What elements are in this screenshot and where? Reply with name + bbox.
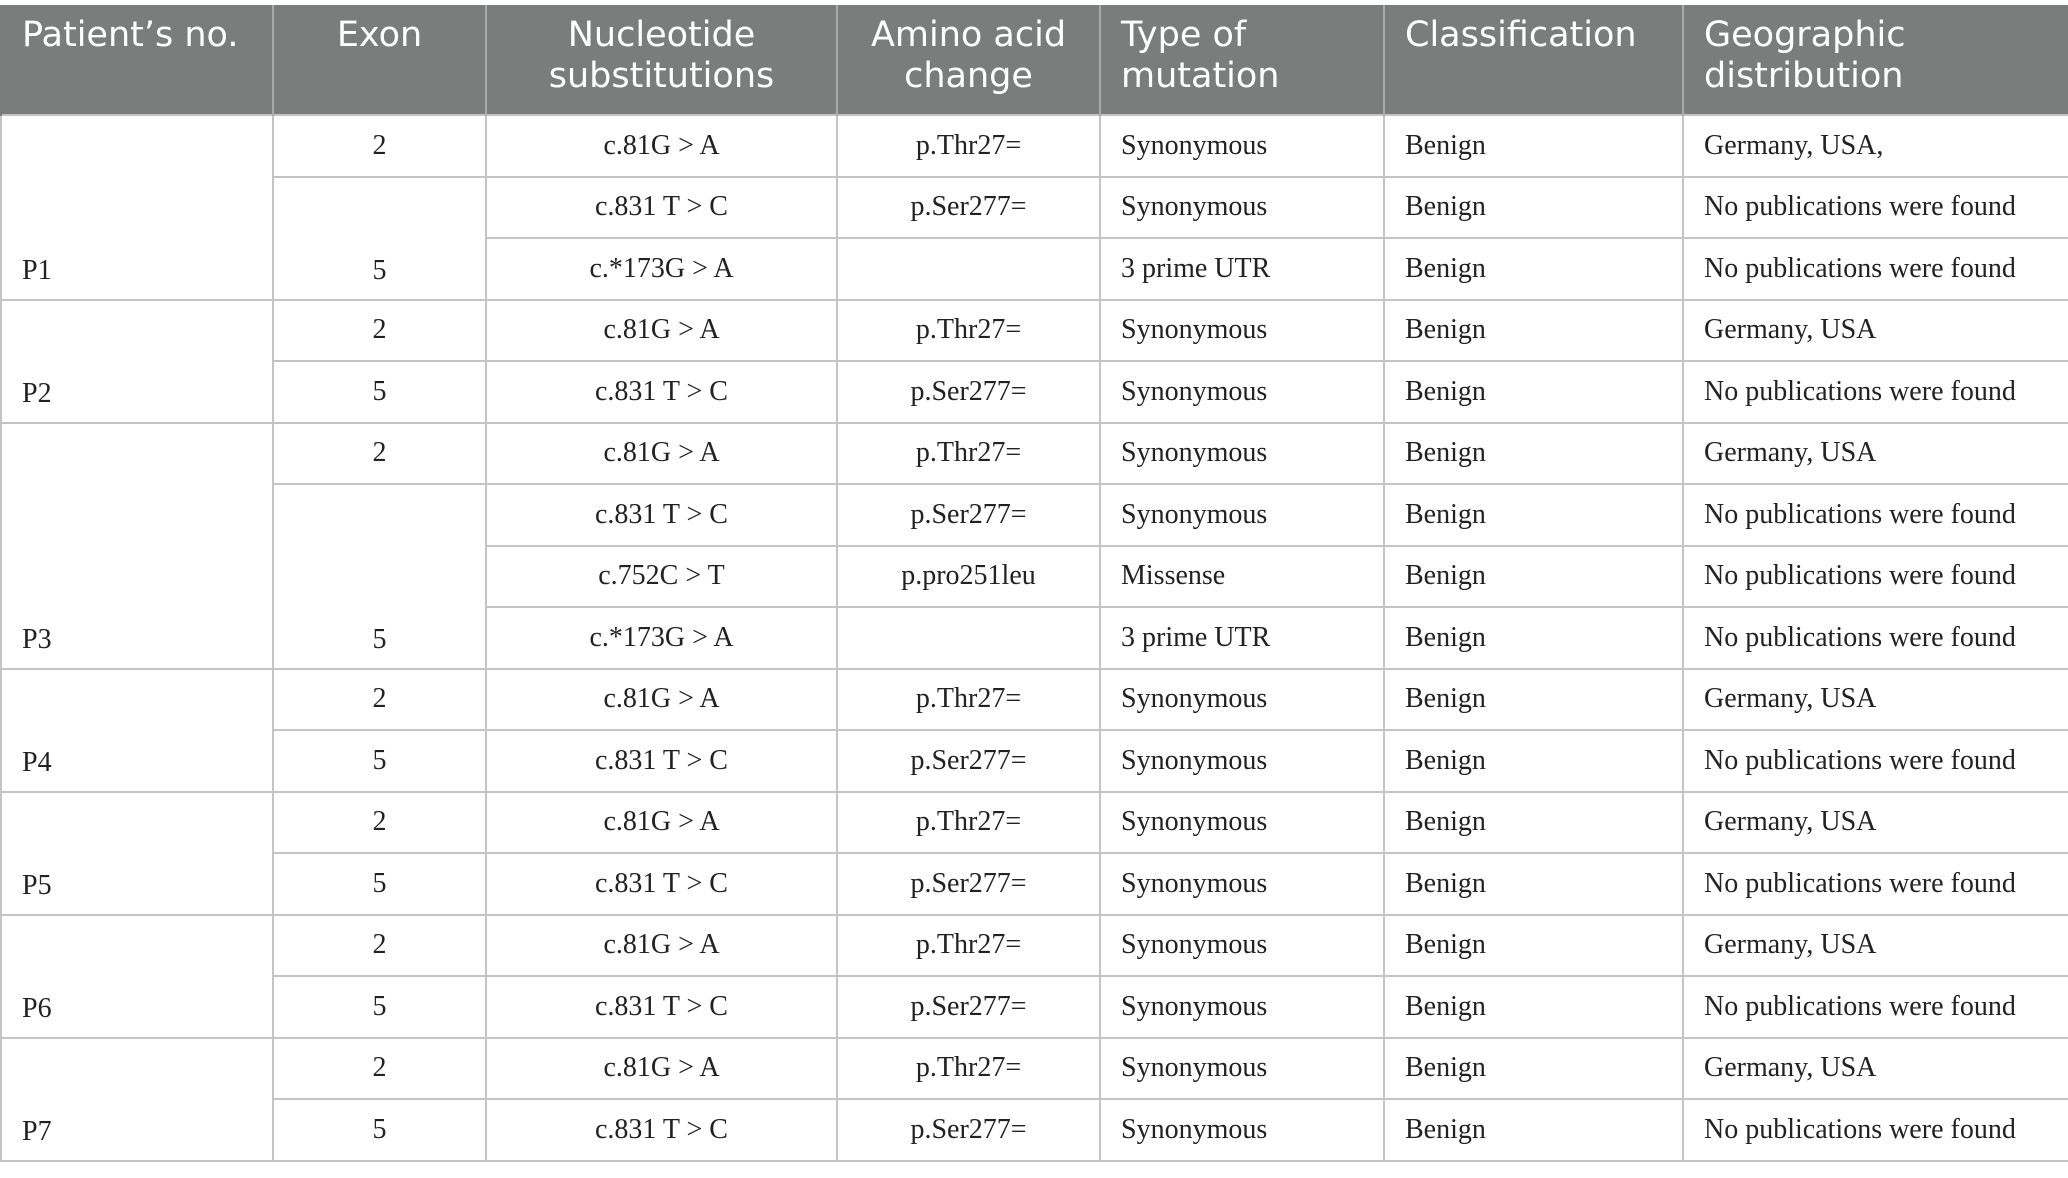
nucleotide-cell: c.*173G > A	[486, 607, 837, 669]
geography-cell: Germany, USA	[1683, 792, 2068, 854]
mutation-type-cell: Synonymous	[1100, 115, 1384, 177]
amino-acid-cell: p.Ser277=	[837, 361, 1100, 423]
exon-cell: 2	[273, 300, 486, 362]
amino-acid-cell: p.Thr27=	[837, 915, 1100, 977]
exon-cell: 2	[273, 792, 486, 854]
exon-cell: 2	[273, 423, 486, 485]
header-type-of-mutation	[1100, 5, 1384, 115]
classification-cell: Benign	[1384, 1099, 1683, 1161]
mutation-type-cell: Synonymous	[1100, 361, 1384, 423]
header-label-line: change	[904, 56, 1033, 96]
geography-cell: Germany, USA	[1683, 915, 2068, 977]
mutation-type-cell: Synonymous	[1100, 730, 1384, 792]
nucleotide-cell: c.831 T > C	[486, 484, 837, 546]
geography-cell: Germany, USA,	[1683, 115, 2068, 177]
classification-cell: Benign	[1384, 669, 1683, 731]
header-geographic-distribution	[1683, 5, 2068, 115]
amino-acid-cell: p.Ser277=	[837, 976, 1100, 1038]
table-row	[1, 669, 2068, 731]
classification-cell: Benign	[1384, 238, 1683, 300]
nucleotide-cell: c.831 T > C	[486, 1099, 837, 1161]
classification-cell: Benign	[1384, 484, 1683, 546]
table-row	[1, 115, 2068, 177]
classification-cell: Benign	[1384, 853, 1683, 915]
header-label-line: Exon	[336, 15, 423, 55]
amino-acid-cell: p.Thr27=	[837, 792, 1100, 854]
mutation-type-cell: Missense	[1100, 546, 1384, 608]
geography-cell: No publications were found	[1683, 730, 2068, 792]
table-body	[1, 115, 2068, 1161]
geography-cell: No publications were found	[1683, 361, 2068, 423]
amino-acid-cell: p.Thr27=	[837, 115, 1100, 177]
exon-cell: 5	[273, 361, 486, 423]
classification-cell: Benign	[1384, 915, 1683, 977]
header-exon	[273, 5, 486, 115]
nucleotide-cell: c.81G > A	[486, 915, 837, 977]
geography-cell: Germany, USA	[1683, 423, 2068, 485]
nucleotide-cell: c.81G > A	[486, 1038, 837, 1100]
amino-acid-cell	[837, 238, 1100, 300]
exon-cell: 5	[273, 177, 486, 300]
patient-id-cell: P1	[1, 115, 273, 300]
table-row	[1, 484, 2068, 546]
header-label-line: Amino acid	[870, 15, 1067, 55]
nucleotide-cell: c.81G > A	[486, 300, 837, 362]
table-row	[1, 915, 2068, 977]
table-header	[1, 5, 2068, 115]
header-label-line: Patient’s no.	[22, 15, 239, 55]
mutation-type-cell: Synonymous	[1100, 976, 1384, 1038]
header-label-line: substitutions	[548, 56, 775, 96]
classification-cell: Benign	[1384, 115, 1683, 177]
amino-acid-cell: p.Thr27=	[837, 300, 1100, 362]
nucleotide-cell: c.81G > A	[486, 669, 837, 731]
classification-cell: Benign	[1384, 976, 1683, 1038]
exon-cell: 2	[273, 1038, 486, 1100]
mutation-type-cell: Synonymous	[1100, 484, 1384, 546]
patient-id-cell: P7	[1, 1038, 273, 1161]
amino-acid-cell: p.Ser277=	[837, 730, 1100, 792]
header-label-line: Geographic	[1704, 15, 1906, 55]
geography-cell: No publications were found	[1683, 853, 2068, 915]
table-row	[1, 976, 2068, 1038]
table-row	[1, 853, 2068, 915]
classification-cell: Benign	[1384, 1038, 1683, 1100]
nucleotide-cell: c.831 T > C	[486, 976, 837, 1038]
geography-cell: No publications were found	[1683, 976, 2068, 1038]
mutation-table	[0, 5, 2068, 1162]
geography-cell: No publications were found	[1683, 177, 2068, 239]
amino-acid-cell: p.pro251leu	[837, 546, 1100, 608]
geography-cell: Germany, USA	[1683, 300, 2068, 362]
amino-acid-cell: p.Ser277=	[837, 484, 1100, 546]
table-row	[1, 361, 2068, 423]
header-classification	[1384, 5, 1683, 115]
geography-cell: Germany, USA	[1683, 1038, 2068, 1100]
mutation-type-cell: Synonymous	[1100, 423, 1384, 485]
geography-cell: No publications were found	[1683, 607, 2068, 669]
nucleotide-cell: c.831 T > C	[486, 730, 837, 792]
patient-id-cell: P5	[1, 792, 273, 915]
table-row	[1, 300, 2068, 362]
geography-cell: Germany, USA	[1683, 669, 2068, 731]
classification-cell: Benign	[1384, 300, 1683, 362]
amino-acid-cell: p.Thr27=	[837, 669, 1100, 731]
patient-id-cell: P2	[1, 300, 273, 423]
classification-cell: Benign	[1384, 423, 1683, 485]
mutation-type-cell: Synonymous	[1100, 1099, 1384, 1161]
table-row	[1, 1038, 2068, 1100]
header-label-line: mutation	[1121, 56, 1280, 96]
table-row	[1, 423, 2068, 485]
amino-acid-cell: p.Thr27=	[837, 1038, 1100, 1100]
amino-acid-cell: p.Ser277=	[837, 853, 1100, 915]
table-row	[1, 1099, 2068, 1161]
table-row	[1, 792, 2068, 854]
exon-cell: 5	[273, 484, 486, 669]
mutation-type-cell: Synonymous	[1100, 177, 1384, 239]
patient-id-cell: P3	[1, 423, 273, 669]
amino-acid-cell: p.Ser277=	[837, 1099, 1100, 1161]
nucleotide-cell: c.831 T > C	[486, 361, 837, 423]
amino-acid-cell: p.Thr27=	[837, 423, 1100, 485]
exon-cell: 2	[273, 915, 486, 977]
geography-cell: No publications were found	[1683, 238, 2068, 300]
nucleotide-cell: c.81G > A	[486, 423, 837, 485]
nucleotide-cell: c.831 T > C	[486, 853, 837, 915]
exon-cell: 2	[273, 115, 486, 177]
geography-cell: No publications were found	[1683, 1099, 2068, 1161]
mutation-type-cell: Synonymous	[1100, 915, 1384, 977]
geography-cell: No publications were found	[1683, 546, 2068, 608]
nucleotide-cell: c.*173G > A	[486, 238, 837, 300]
mutation-type-cell: Synonymous	[1100, 669, 1384, 731]
table-row	[1, 730, 2068, 792]
mutation-type-cell: Synonymous	[1100, 792, 1384, 854]
nucleotide-cell: c.81G > A	[486, 792, 837, 854]
exon-cell: 5	[273, 730, 486, 792]
header-nucleotide-substitutions	[486, 5, 837, 115]
classification-cell: Benign	[1384, 607, 1683, 669]
header-row	[1, 5, 2068, 115]
classification-cell: Benign	[1384, 730, 1683, 792]
header-label-line: Nucleotide	[567, 15, 756, 55]
header-amino-acid-change	[837, 5, 1100, 115]
classification-cell: Benign	[1384, 792, 1683, 854]
classification-cell: Benign	[1384, 177, 1683, 239]
header-label-line: Classification	[1405, 15, 1637, 55]
nucleotide-cell: c.81G > A	[486, 115, 837, 177]
mutation-type-cell: 3 prime UTR	[1100, 238, 1384, 300]
mutation-type-cell: Synonymous	[1100, 1038, 1384, 1100]
header-label-line: distribution	[1704, 56, 1904, 96]
exon-cell: 5	[273, 1099, 486, 1161]
table-row	[1, 177, 2068, 239]
amino-acid-cell	[837, 607, 1100, 669]
mutation-type-cell: Synonymous	[1100, 853, 1384, 915]
mutation-type-cell: Synonymous	[1100, 300, 1384, 362]
header-patient-no	[1, 5, 273, 115]
exon-cell: 5	[273, 976, 486, 1038]
nucleotide-cell: c.752C > T	[486, 546, 837, 608]
nucleotide-cell: c.831 T > C	[486, 177, 837, 239]
header-label-line: Type of	[1121, 15, 1247, 55]
classification-cell: Benign	[1384, 546, 1683, 608]
patient-id-cell: P6	[1, 915, 273, 1038]
exon-cell: 5	[273, 853, 486, 915]
patient-id-cell: P4	[1, 669, 273, 792]
mutation-type-cell: 3 prime UTR	[1100, 607, 1384, 669]
exon-cell: 2	[273, 669, 486, 731]
geography-cell: No publications were found	[1683, 484, 2068, 546]
amino-acid-cell: p.Ser277=	[837, 177, 1100, 239]
classification-cell: Benign	[1384, 361, 1683, 423]
